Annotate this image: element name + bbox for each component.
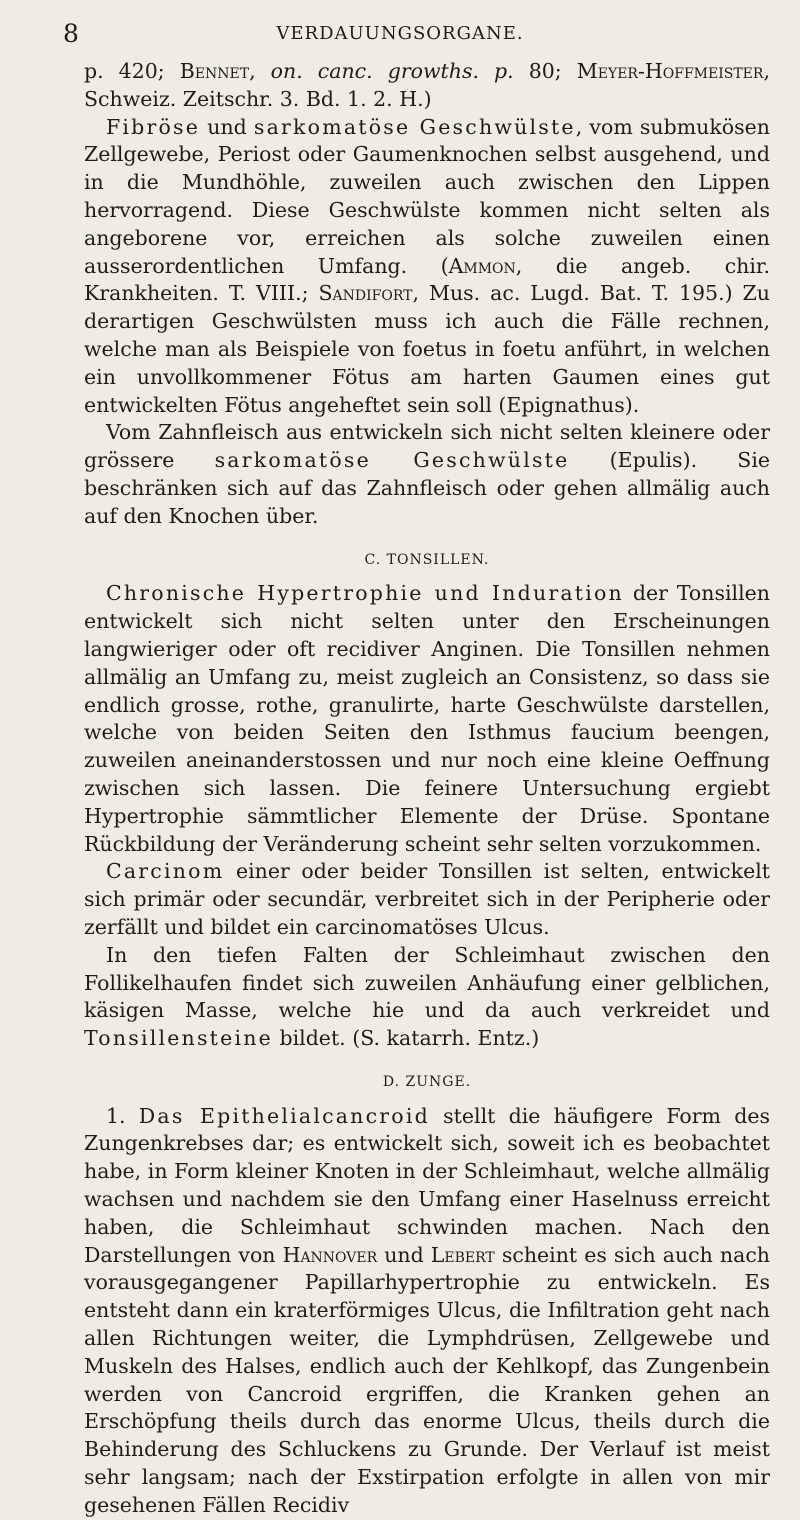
author-name: Meyer-Hoffmeister bbox=[576, 59, 764, 83]
paragraph-epulis bbox=[84, 419, 770, 530]
text-body bbox=[84, 58, 770, 1520]
text-run: und bbox=[377, 1242, 431, 1267]
page-number: 8 bbox=[63, 19, 79, 48]
text-run: p. 420; bbox=[84, 59, 180, 83]
text-run: stellt die häufigere Form des Zungenkrebses dar; es entwickelt sich, soweit ich es beobachtet habe, in Form kleiner Knoten in der Schleimhaut, welche allmälig wachsen und nachdem sie den Umfang einer Haselnuss erreicht haben, die Schleimhaut schwinden machen. Nach den Darstellungen von bbox=[84, 1103, 770, 1267]
text-run: bildet. (S. katarrh. Entz.) bbox=[272, 1026, 540, 1051]
text-run: , vom submukösen Zellgewebe, Periost oder Gaumenknochen selbst ausgehend, und in die Mundhöhle, zuweilen auch zwischen den Lippen hervorragend. Diese Geschwülste kommen nicht selten als angeborene vor, erreichen als solche zuweilen einen ausserordentlichen Umfang. ( bbox=[84, 114, 770, 278]
section-heading-zunge: D. ZUNGE. bbox=[382, 1073, 472, 1090]
text-run: , bbox=[249, 59, 271, 83]
paragraph-epithelialcancroid bbox=[84, 1103, 770, 1520]
text-run: einer oder beider Tonsillen ist selten, entwickelt sich primär oder secundär, verbreitet sich in der Peripherie oder zerfällt und bildet ein carcinomatöses Ulcus. bbox=[84, 859, 770, 939]
emphasized-term: Carcinom bbox=[106, 859, 225, 884]
paragraph-hypertrophie bbox=[84, 580, 770, 858]
author-name: Hannover bbox=[282, 1242, 378, 1267]
emphasized-term: sarkomatöse Geschwülste bbox=[214, 448, 570, 473]
emphasized-term: Fibröse bbox=[106, 114, 201, 139]
text-run: , die angeb. chir. Krankheiten. T. VIII.; bbox=[84, 253, 770, 306]
running-title: VERDAUUNGSORGANE. bbox=[276, 23, 524, 44]
text-run: In den tiefen Falten der Schleimhaut zwischen den Follikelhaufen findet sich zuweilen Anhäufung einer gelblichen, käsigen Masse, welche hie und da auch verkreidet und bbox=[84, 942, 770, 1023]
paragraph-carcinom bbox=[84, 858, 770, 941]
text-run: , Schweiz. Zeitschr. 3. Bd. 1. 2. H.) bbox=[84, 59, 770, 111]
author-name: Bennet bbox=[179, 59, 250, 83]
emphasized-term: Tonsillensteine bbox=[84, 1026, 273, 1051]
author-name: Lebert bbox=[430, 1242, 495, 1267]
text-run: 80; bbox=[513, 59, 577, 83]
emphasized-term: Chronische Hypertrophie und Induration bbox=[106, 581, 624, 606]
section-heading-tonsillen: C. TONSILLEN. bbox=[364, 551, 490, 568]
text-run: (Epulis). Sie beschränken sich auf das Zahnfleisch oder gehen allmälig auch auf den Knochen über. bbox=[84, 448, 771, 528]
text-run: , Mus. ac. Lugd. Bat. T. 195.) Zu derartigen Geschwülsten muss ich auch die Fälle rechnen, welche man als Beispiele von foetus in foetu anführt, in welchen ein unvollkommener Fötus am harten Gaumen eines gut entwickelten Fötus angeheftet sein soll (Epignathus). bbox=[84, 281, 770, 417]
text-run: der Tonsillen entwickelt sich nicht selten unter den Erscheinungen langwieriger oder oft recidiver Anginen. Die Tonsillen nehmen allmälig an Umfang zu, meist zugleich an Consistenz, so dass sie endlich grosse, rothe, granulirte, harte Geschwülste darstellen, welche von beiden Seiten den Isthmus faucium beengen, zuweilen aneinanderstossen und nur noch eine kleine Oeffnung zwischen sich lassen. Die feinere Untersuchung ergiebt Hypertrophie sämmtlicher Elemente der Drüse. Spontane Rückbildung der Veränderung scheint sehr selten vorzukommen. bbox=[84, 581, 770, 856]
text-run: 1. bbox=[106, 1103, 139, 1128]
author-name: Ammon bbox=[448, 253, 516, 278]
emphasized-term: sarkomatöse Geschwülste bbox=[253, 114, 576, 139]
author-name: Sandifort bbox=[318, 281, 413, 306]
text-run: und bbox=[200, 114, 254, 139]
paragraph-tonsillensteine bbox=[84, 942, 770, 1053]
emphasized-term: Das Epithelialcancroid bbox=[138, 1103, 430, 1128]
book-title: on. canc. growths. p. bbox=[270, 59, 514, 83]
text-run: Vom Zahnfleisch aus entwickeln sich nicht selten kleinere oder grössere bbox=[84, 420, 770, 473]
text-run: scheint es sich auch nach vorausgegangener Papillarhypertrophie zu entwickeln. Es entsteht dann ein kraterförmiges Ulcus, die Infiltration geht nach allen Richtungen weiter, die Lymphdrüsen, Zellgewebe und Muskeln des Halses, endlich auch der Kehlkopf, das Zungenbein werden von Cancroid ergriffen, die Kranken gehen an Erschöpfung theils durch das enorme Ulcus, theils durch die Behinderung des Schluckens zu Grunde. Der Verlauf ist meist sehr langsam; nach der Exstirpation erfolgte in allen von mir gesehenen Fällen Recidiv bbox=[84, 1242, 771, 1517]
paragraph-fibroese bbox=[84, 114, 770, 420]
paragraph-citation bbox=[84, 58, 770, 114]
